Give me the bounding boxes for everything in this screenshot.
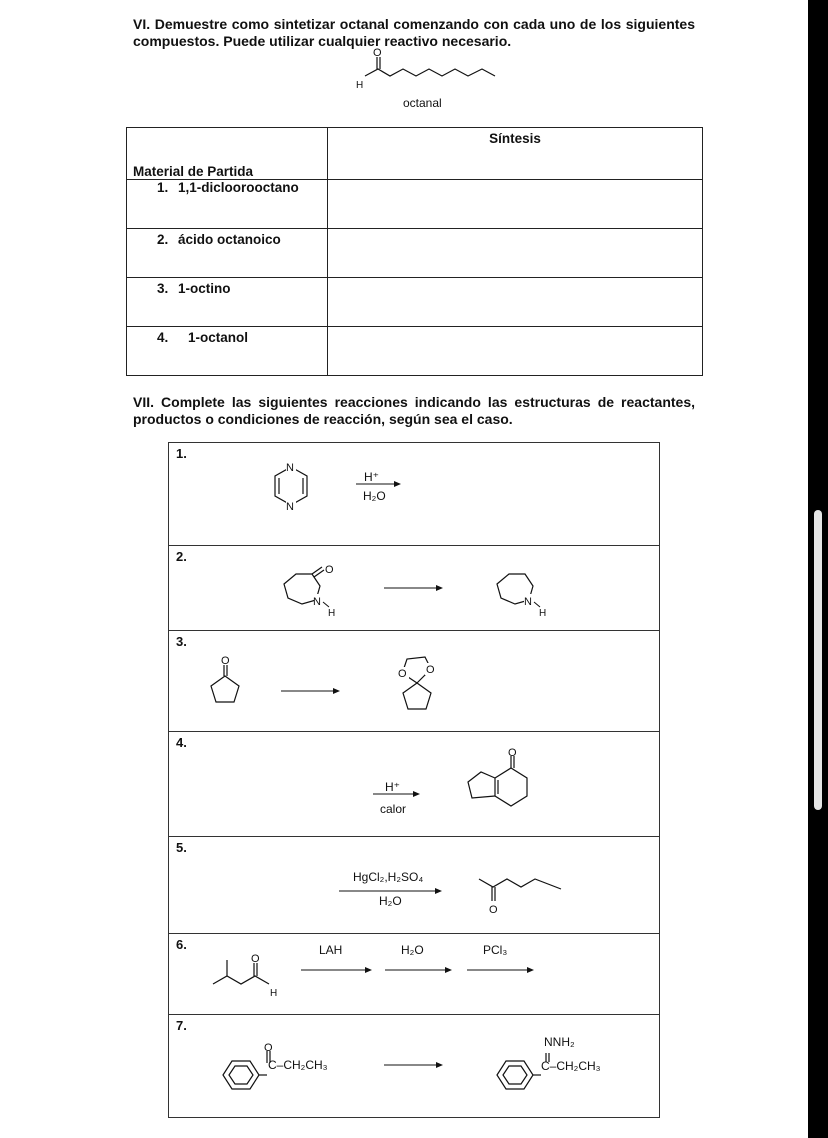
octanal-label: octanal <box>403 96 442 110</box>
reactions-table <box>168 442 660 1118</box>
synthesis-answer-cell[interactable] <box>328 327 703 376</box>
svg-text:H: H <box>356 80 364 91</box>
material-cell: 4. 1-octanol <box>127 327 328 376</box>
reaction-row[interactable]: 4. H⁺ calor O <box>169 732 660 837</box>
svg-text:H: H <box>328 608 336 619</box>
synthesis-table <box>126 127 703 376</box>
svg-text:O: O <box>221 656 230 667</box>
reagent-water: H₂O <box>401 943 424 957</box>
reaction-row[interactable]: 3. O O O <box>169 631 660 732</box>
reaction-arrows <box>297 964 537 980</box>
svg-text:O: O <box>489 904 498 916</box>
synthesis-answer-cell[interactable] <box>328 180 703 229</box>
reaction-arrow <box>384 580 444 600</box>
header-material: Material de Partida <box>133 164 254 179</box>
section-6-title: VI. Demuestre como sintetizar octanal comenzando con cada uno de los siguientes compuestos. Puede utilizar cualquier reactivo necesario. <box>133 16 695 49</box>
svg-text:N: N <box>313 596 321 608</box>
svg-text:N: N <box>524 596 532 608</box>
synthesis-answer-cell[interactable] <box>328 278 703 327</box>
svg-text:O: O <box>325 564 334 576</box>
svg-text:O: O <box>373 47 382 59</box>
material-3: 1-octino <box>178 281 231 296</box>
spiroketal-structure <box>387 645 447 720</box>
svg-text:H: H <box>539 608 547 619</box>
caprolactam-structure <box>274 562 344 622</box>
reaction-row[interactable]: 1. N N H⁺ H₂O <box>169 443 660 546</box>
svg-text:O: O <box>508 748 517 759</box>
svg-text:O: O <box>251 953 260 965</box>
header-synthesis: Síntesis <box>489 131 541 146</box>
octanal-structure <box>350 44 500 94</box>
svg-text:N: N <box>286 462 294 474</box>
svg-text:O: O <box>398 668 407 680</box>
svg-text:N: N <box>286 501 294 513</box>
isovaleraldehyde-structure <box>207 948 287 1000</box>
pyrazine-structure <box>261 457 321 517</box>
reaction-arrow <box>384 1059 444 1079</box>
hexan-2-one-structure <box>471 867 571 922</box>
material-cell: 3. 1-octino <box>127 278 328 327</box>
svg-text:O: O <box>426 664 435 676</box>
cyclopentanone-structure <box>201 656 251 716</box>
reaction-arrow <box>281 683 341 703</box>
reaction-row[interactable]: 7. O C–CH₂CH₃ NNH₂ C–CH₂CH₃ <box>169 1015 660 1118</box>
material-cell: 2. ácido octanoico <box>127 229 328 278</box>
header-synthesis-cell <box>328 128 703 180</box>
bicyclic-enone-structure <box>459 748 539 828</box>
reaction-row[interactable]: 6. O H LAH H₂O PCl₃ <box>169 934 660 1015</box>
reaction-row[interactable]: 5. HgCl₂,H₂SO₄ H₂O O <box>169 837 660 934</box>
svg-text:O: O <box>264 1042 273 1054</box>
material-1: 1,1-dicloorooctano <box>178 180 299 195</box>
section-7-title: VII. Complete las siguientes reacciones indicando las estructuras de reactantes, productos o condiciones de reacción, según sea el caso. <box>133 394 695 427</box>
material-cell: 1. 1,1-dicloorooctano <box>127 180 328 229</box>
material-2: ácido octanoico <box>178 232 281 247</box>
material-4: 1-octanol <box>188 330 249 345</box>
azepane-structure <box>487 564 557 624</box>
header-material-cell <box>127 128 328 180</box>
reagent-lah: LAH <box>319 943 343 957</box>
reagent-pcl3: PCl₃ <box>483 943 508 957</box>
scrollbar[interactable] <box>814 510 822 810</box>
reaction-row[interactable]: 2. O N H N H <box>169 546 660 631</box>
synthesis-answer-cell[interactable] <box>328 229 703 278</box>
svg-text:H: H <box>270 988 278 999</box>
